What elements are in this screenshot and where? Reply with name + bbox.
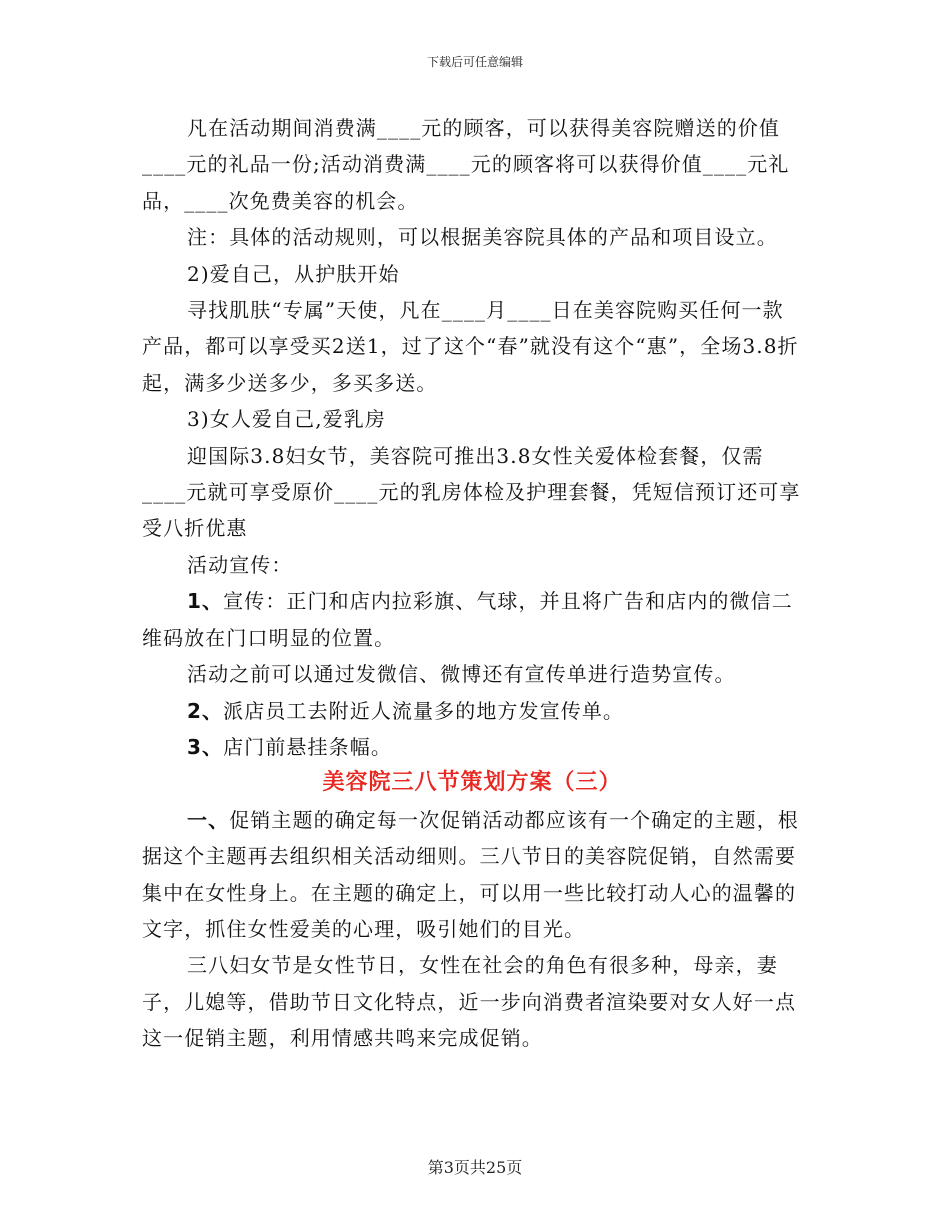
- list-text: 店门前悬挂条幅。: [223, 734, 392, 759]
- list-text: 宣传：正门和店内拉彩旗、气球，并且将广告和店内的微信二维码放在门口明显的位置。: [142, 589, 793, 650]
- list-number: 3、: [187, 734, 224, 759]
- paragraph-checkup-package: 迎国际3.8妇女节，美容院可推出3.8女性关爱体检套餐，仅需____元就可享受原价____元的乳房体检及护理套餐，凭短信预订还可享受八折优惠: [142, 443, 801, 541]
- section-number: 一、: [187, 807, 230, 832]
- page-header: 下载后可任意编辑: [426, 55, 523, 69]
- paragraph-theme: [142, 802, 802, 948]
- paragraph-note: 注：具体的活动规则，可以根据美容院具体的产品和项目设立。: [187, 225, 778, 250]
- list-text: 派店员工去附近人流量多的地方发宣传单。: [223, 698, 625, 723]
- page-footer: 第3页共25页: [427, 1158, 523, 1177]
- list-number: 2、: [187, 698, 224, 723]
- document-body: [142, 110, 802, 1057]
- paragraph-product-offer: 寻找肌肤“专属”天使，凡在____月____日在美容院购买任何一款产品，都可以享受买2送1，过了这个“春”就没有这个“惠”，全场3.8折起，满多少送多少，多买多送。: [142, 298, 799, 395]
- paragraph-promotion-heading: 活动宣传：: [187, 552, 293, 577]
- paragraph-gift-offer: 凡在活动期间消费满____元的顾客，可以获得美容院赠送的价值____元的礼品一份;活动消费满____元的顾客将可以获得价值____元礼品，____次免费美容的机会。: [142, 116, 790, 213]
- paragraph-heading-skincare: 2)爱自己，从护肤开始: [187, 261, 400, 286]
- paragraph-promotion-3: [142, 729, 802, 765]
- paragraph-promotion-online: 活动之前可以通过发微信、微博还有宣传单进行造势宣传。: [187, 662, 736, 687]
- section-title: 美容院三八节策划方案（三）: [322, 770, 622, 796]
- paragraph-heading-love-self: 3)女人爱自己,爱乳房: [187, 407, 386, 432]
- paragraph-promotion-1: [142, 583, 802, 656]
- paragraph-text: 促销主题的确定每一次促销活动都应该有一个确定的主题，根据这个主题再去组织相关活动细则。三八节日的美容院促销，自然需要集中在女性身上。在主题的确定上，可以用一些比较打动人心的温馨的文字，抓住女性爱美的心理，吸引她们的目光。: [142, 807, 799, 941]
- paragraph-womens-day: 三八妇女节是女性节日，女性在社会的角色有很多种，母亲，妻子，儿媳等，借助节日文化特点，近一步向消费者渲染要对女人好一点这一促销主题，利用情感共鸣来完成促销。: [142, 953, 797, 1051]
- list-number: 1、: [187, 589, 224, 614]
- paragraph-promotion-2: [142, 693, 802, 729]
